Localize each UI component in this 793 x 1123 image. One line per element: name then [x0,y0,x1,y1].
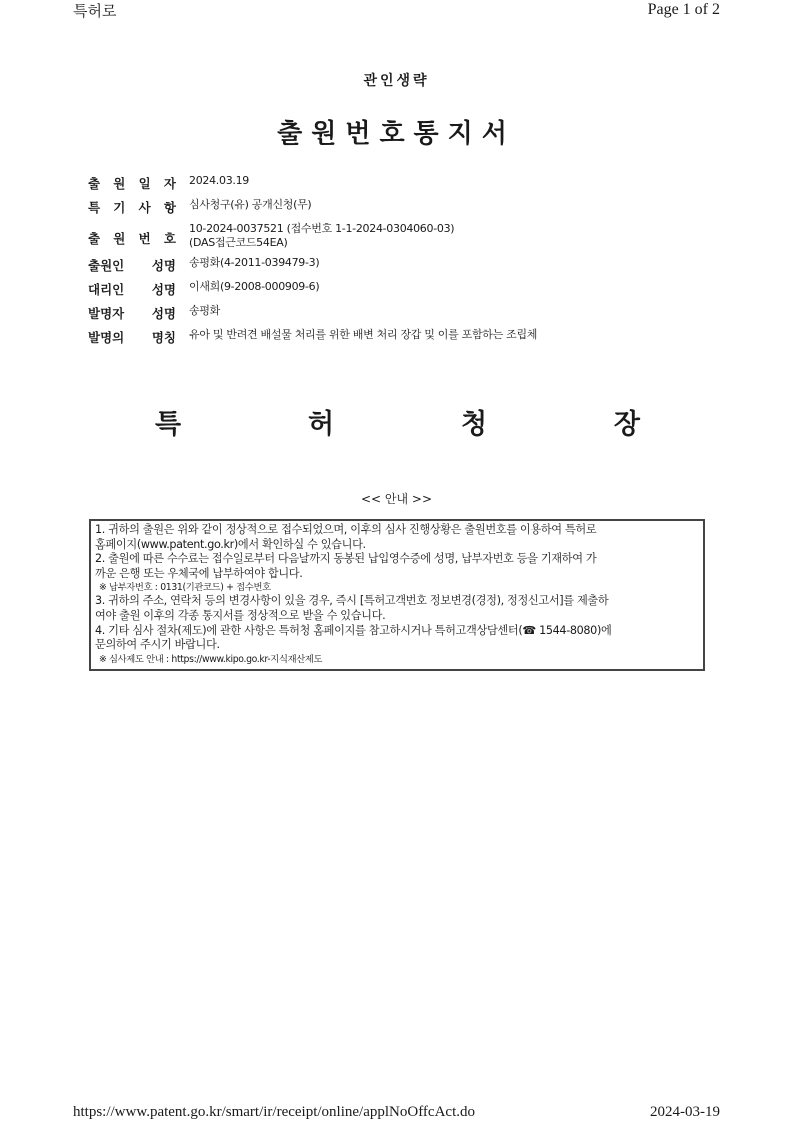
notice-line: 문의하여 주시기 바랍니다. [95,638,220,652]
label-word: 발명자 [88,306,125,321]
application-number: 10-2024-0037521 (접수번호 1-1-2024-0304060-03) [189,222,455,235]
seal-char: 허 [307,409,335,440]
field-label [88,254,176,274]
label-char: 기 [113,200,126,215]
notice-subnote: ※ 심사제도 안내 : https://www.kipo.go.kr-지식재산제도 [99,653,323,665]
notice-line: 1. 귀하의 출원은 위와 같이 정상적으로 접수되었으며, 이후의 심사 진행상황은 출원번호를 이용하여 특허로 [95,523,597,536]
agent-name-value: 이새희(9-2008-000909-6) [189,280,320,293]
field-label [88,196,176,216]
field-application-date [88,172,537,192]
notice-line: 여야 출원 이후의 각종 통지서를 정상적으로 받을 수 있습니다. [95,608,386,622]
application-date-value: 2024.03.19 [189,174,249,187]
seal-char: 특 [155,409,182,440]
notice-line: 2. 출원에 따른 수수료는 접수일로부터 다음날까지 동봉된 납입영수증에 성명, 납부자번호 등을 기재하여 가 [95,552,597,566]
label-char: 자 [163,176,176,191]
label-word: 성명 [151,282,176,297]
notice-line: 4. 기타 심사 절차(제도)에 관한 사항은 특허청 홈페이지를 참고하시거나 특허고객상담센터(☎ 1544-8080)에 [95,623,612,637]
inventor-name-value: 송평화 [189,304,220,317]
das-access-code: (DAS접근코드54EA) [189,236,288,249]
field-label [88,326,176,346]
label-word: 성명 [151,306,176,321]
footer-date: 2024-03-19 [650,1104,720,1120]
label-word: 명칭 [151,330,176,345]
field-label [88,220,176,247]
seal-char: 청 [460,409,488,440]
label-char: 원 [113,231,126,246]
label-word: 대리인 [88,282,125,297]
notice-line: 까운 은행 또는 우체국에 납부하여야 합니다. [95,566,303,580]
site-name: 특허로 [73,2,117,20]
label-char: 출 [88,231,101,246]
label-char: 출 [88,176,101,191]
label-word: 발명의 [88,330,125,345]
notice-line: 홈페이지(www.patent.go.kr)에서 확인하실 수 있습니다. [95,537,366,551]
seal-omitted-label: 관인생략 [363,73,430,89]
field-label [88,278,176,298]
application-number-value [189,220,454,250]
label-char: 원 [113,176,126,191]
document-title: 출원번호통지서 [277,119,516,149]
field-special-notes [88,196,537,216]
field-invention-title [88,326,537,346]
field-label [88,172,176,192]
label-char: 번 [138,231,151,246]
guide-title: << 안내 >> [360,492,433,506]
field-agent-name [88,278,537,298]
applicant-name-value: 송평화(4-2011-039479-3) [189,256,320,269]
page-number: Page 1 of 2 [647,1,720,18]
field-applicant-name [88,254,537,274]
label-char: 일 [138,176,151,191]
application-fields [88,172,537,350]
label-char: 항 [163,200,176,215]
invention-title-value: 유아 및 반려견 배설물 처리를 위한 배변 처리 장갑 및 이를 포함하는 조립체 [189,328,538,341]
seal-char: 장 [613,409,640,440]
notice-subnote: ※ 납부자번호 : 0131(기관코드) + 접수번호 [99,582,271,594]
label-word: 출원인 [88,258,125,273]
label-char: 특 [88,200,101,215]
label-word: 성명 [151,258,176,273]
footer-url: https://www.patent.go.kr/smart/ir/receipt/online/applNoOffcAct.do [73,1104,475,1120]
label-char: 사 [138,200,151,215]
commissioner-seal-text [155,402,640,441]
guide-notice-box [89,519,705,671]
label-char: 호 [163,231,176,246]
field-application-number [88,220,537,250]
field-inventor-name [88,302,537,322]
notice-line: 3. 귀하의 주소, 연락처 등의 변경사항이 있을 경우, 즉시 [특허고객번호 정보변경(경정), 정정신고서]를 제출하 [95,594,609,608]
special-notes-value: 심사청구(유) 공개신청(무) [189,198,312,211]
field-label [88,302,176,322]
